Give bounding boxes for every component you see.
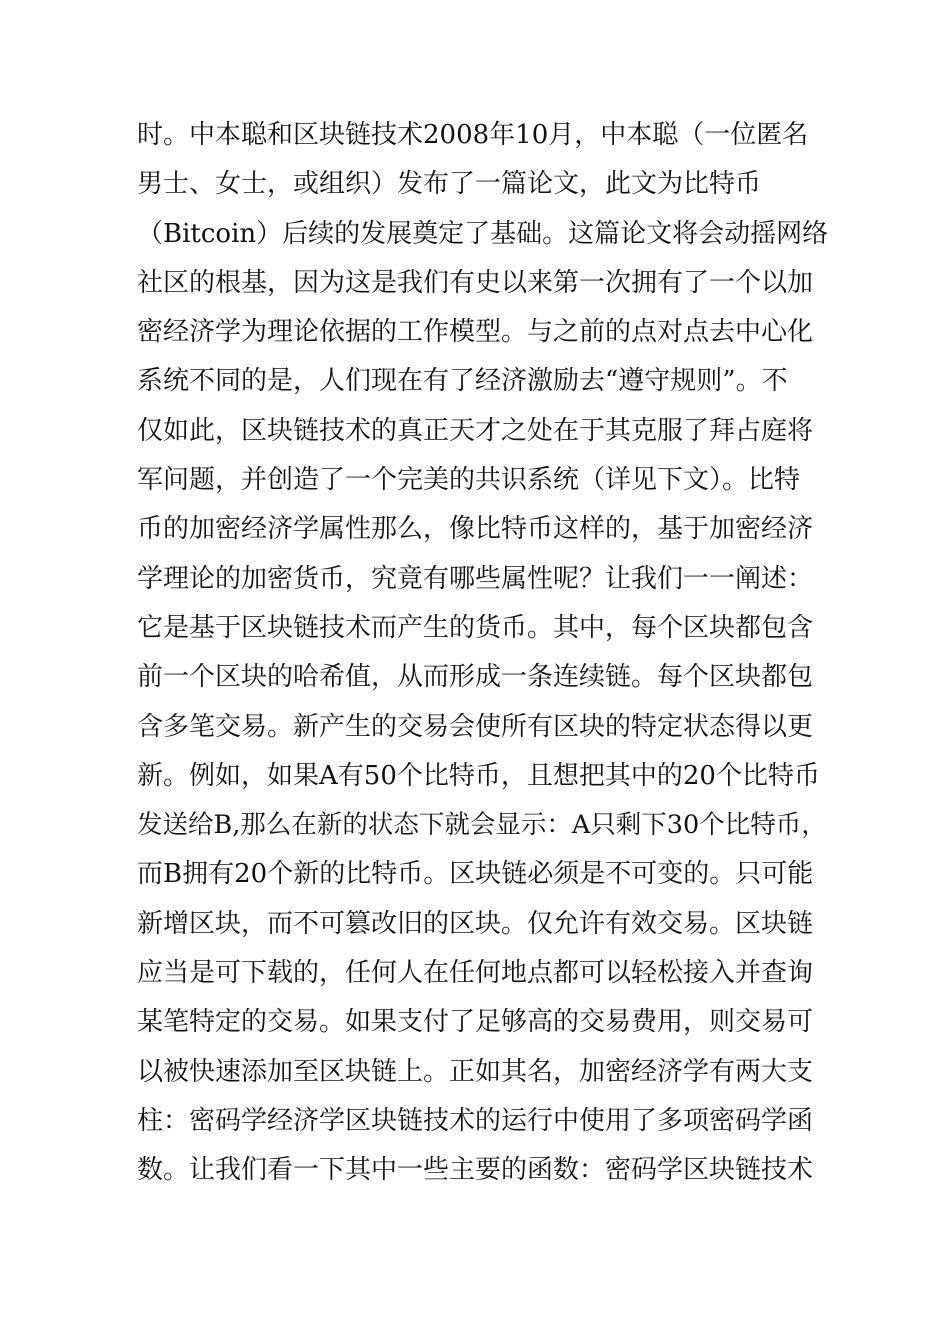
text-line: 某笔特定的交易。如果支付了足够高的交易费用，则交易可 (137, 1007, 814, 1038)
text-line: 时。中本聪和区块链技术2008年10月，中本聪（一位匿名 (137, 120, 809, 150)
text-line: 学理论的加密货币，究竟有哪些属性呢？让我们一一阐述： (137, 563, 814, 594)
text-line: 发送给B,那么在新的状态下就会显示：A只剩下30个比特币， (137, 810, 827, 841)
body-text (137, 111, 837, 1196)
text-line: 系统不同的是，人们现在有了经济激励去“遵守规则”。不 (137, 366, 788, 397)
text-line: （Bitcoin）后续的发展奠定了基础。这篇论文将会动摇网络 (137, 218, 829, 249)
text-line: 仅如此，区块链技术的真正天才之处在于其克服了拜占庭将 (137, 415, 814, 446)
text-line: 含多笔交易。新产生的交易会使所有区块的特定状态得以更 (137, 711, 814, 742)
text-line: 应当是可下载的，任何人在任何地点都可以轻松接入并查询 (137, 958, 814, 989)
text-line: 以被快速添加至区块链上。正如其名，加密经济学有两大支 (137, 1056, 814, 1087)
text-line: 军问题，并创造了一个完美的共识系统（详见下文）。比特 (137, 465, 801, 496)
text-line: 前一个区块的哈希值，从而形成一条连续链。每个区块都包 (137, 662, 814, 693)
text-line: 币的加密经济学属性那么，像比特币这样的，基于加密经济 (137, 514, 814, 545)
text-line: 密经济学为理论依据的工作模型。与之前的点对点去中心化 (137, 317, 814, 348)
text-line: 新增区块，而不可篡改旧的区块。仅允许有效交易。区块链 (137, 908, 814, 939)
text-line: 社区的根基，因为这是我们有史以来第一次拥有了一个以加 (137, 267, 814, 298)
text-line: 男士、女士，或组织）发布了一篇论文，此文为比特币 (137, 169, 762, 200)
text-line: 它是基于区块链技术而产生的货币。其中，每个区块都包含 (137, 612, 814, 643)
text-line: 数。让我们看一下其中一些主要的函数：密码学区块链技术 (137, 1155, 814, 1186)
text-line: 新。例如，如果A有50个比特币，且想把其中的20个比特币 (137, 760, 820, 791)
text-line: 柱：密码学经济学区块链技术的运行中使用了多项密码学函 (137, 1105, 814, 1136)
text-line: 而B拥有20个新的比特币。区块链必须是不可变的。只可能 (137, 859, 814, 890)
